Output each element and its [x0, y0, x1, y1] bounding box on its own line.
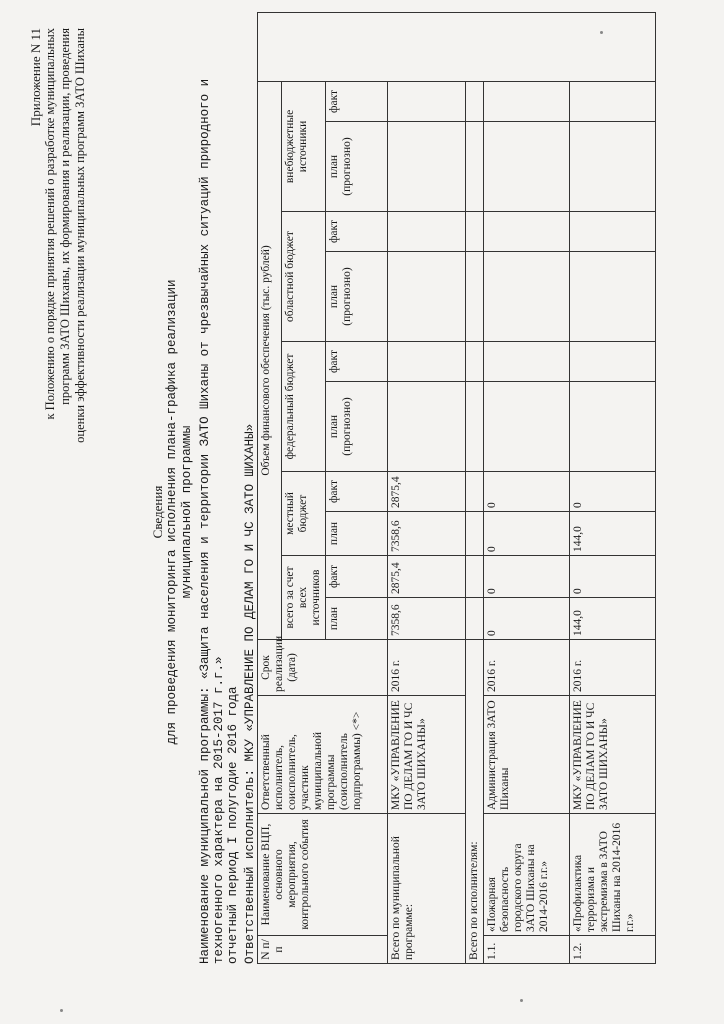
- header-extra: внебюджетные источники: [282, 81, 326, 211]
- row-responsible: МКУ «УПРАВЛЕНИЕ ПО ДЕЛАМ ГО И ЧС ЗАТО ШИХАНЫ»: [570, 696, 656, 814]
- header-fact: факт: [326, 472, 388, 512]
- row-total-local-plan: 7358,6: [388, 512, 466, 556]
- program-name-line: Наименование муниципальной программы: «Защита населения и территории ЗАТО Шиханы от чрезвычайных ситуаций природного и: [198, 78, 212, 964]
- header-name: Наименование ВЦП, основного мероприятия, контрольного события: [258, 814, 388, 936]
- header-fact: факт: [326, 81, 388, 121]
- row-total-total-fact: 2875,4: [388, 556, 466, 598]
- row-total-total-plan: 7358,6: [388, 598, 466, 640]
- reporting-period: отчетный период I полугодие 2016 года: [226, 686, 240, 964]
- row-num: 1.1.: [484, 936, 570, 964]
- scan-speck: [520, 999, 523, 1002]
- header-plan-forecast: план (прогнозно): [326, 122, 388, 212]
- header-fact: факт: [326, 556, 388, 598]
- header-fact: факт: [326, 212, 388, 252]
- appendix-line: оценки эффективности реализации муниципальных программ ЗАТО Шиханы: [73, 28, 87, 443]
- row-total-responsible: МКУ «УПРАВЛЕНИЕ ПО ДЕЛАМ ГО И ЧС ЗАТО ШИХАНЫ»: [388, 696, 466, 814]
- header-regional: областной бюджет: [282, 212, 326, 342]
- header-plan-forecast: план (прогнозно): [326, 382, 388, 472]
- appendix-line: программ ЗАТО Шиханы, их формирования и реализации, проведения: [58, 28, 72, 405]
- row-local-fact: 0: [484, 472, 570, 512]
- row-total-plan: 144,0: [570, 598, 656, 640]
- appendix-block: [28, 28, 88, 548]
- document-subtitle-2: муниципальной программы: [180, 425, 194, 599]
- row-total-term: 2016 г.: [388, 640, 466, 696]
- header-term: Срок реализации (дата): [258, 640, 388, 696]
- table-row: [388, 13, 466, 964]
- document-subtitle: для проведения мониторинга исполнения плана-графика реализации: [165, 279, 179, 745]
- row-num: 1.2.: [570, 936, 656, 964]
- row-total-local-fact: 2875,4: [388, 472, 466, 512]
- scan-speck: [600, 31, 603, 34]
- row-name: «Пожарная безопасность городского округа ЗАТО Шиханы на 2014-2016 г.г.»: [484, 814, 570, 936]
- row-term: 2016 г.: [484, 640, 570, 696]
- header-num: N п/п: [258, 936, 388, 964]
- appendix-heading: Приложение N 11: [28, 28, 43, 127]
- header-plan: план: [326, 598, 388, 640]
- row-local-plan: 144,0: [570, 512, 656, 556]
- row-local-fact: 0: [570, 472, 656, 512]
- blank-column: [258, 13, 656, 82]
- header-plan-forecast: план (прогнозно): [326, 252, 388, 342]
- header-fact: факт: [326, 342, 388, 382]
- header-local: местный бюджет: [282, 472, 326, 556]
- document-title: Сведения: [150, 485, 165, 539]
- header-responsible: Ответственный исполнитель, соисполнитель, участник муниципальной программы (соисполнитель подпрограммы) <*>: [258, 696, 388, 814]
- header-total: всего за счет всех источников: [282, 556, 326, 640]
- program-name-line-2: техногенного характера на 2015-2017 г.г.»: [212, 656, 226, 964]
- appendix-line: к Положению о порядке принятия решений о разработке муниципальных: [43, 28, 57, 420]
- table-row: [484, 13, 570, 964]
- table-section-row: [466, 13, 484, 964]
- header-federal: федеральный бюджет: [282, 342, 326, 472]
- monitoring-table: [257, 12, 656, 964]
- row-name: «Профилактика терроризма и экстремизма в ЗАТО Шиханы на 2014-2016 г.г.»: [570, 814, 656, 936]
- row-total-fact: 0: [484, 556, 570, 598]
- row-total-fact: 0: [570, 556, 656, 598]
- row-total-name: Всего по муниципальной программе:: [388, 814, 466, 964]
- section-executors: Всего по исполнителям:: [466, 640, 484, 964]
- responsible-executor: Ответственный исполнитель: МКУ «УПРАВЛЕНИЕ ПО ДЕЛАМ ГО И ЧС ЗАТО ШИХАНЫ»: [243, 423, 257, 964]
- header-finance: Объем финансового обеспечения (тыс. рублей): [258, 81, 282, 639]
- header-plan: план: [326, 512, 388, 556]
- row-local-plan: 0: [484, 512, 570, 556]
- row-total-plan: 0: [484, 598, 570, 640]
- row-term: 2016 г.: [570, 640, 656, 696]
- scan-speck: [60, 1009, 63, 1012]
- table-row: [570, 13, 656, 964]
- row-responsible: Администрация ЗАТО Шиханы: [484, 696, 570, 814]
